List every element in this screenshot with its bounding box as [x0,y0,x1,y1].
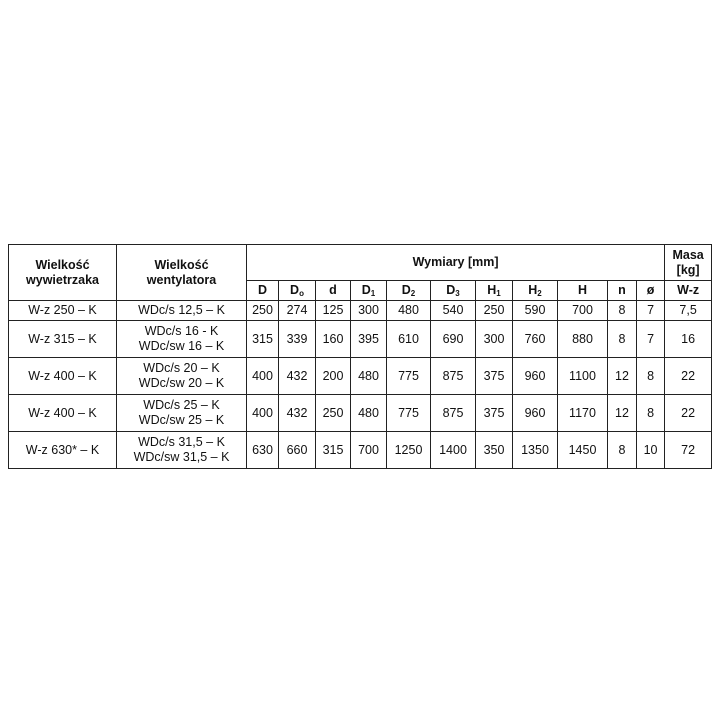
value-cell: 395 [351,321,387,358]
value-cell: 1250 [387,432,431,469]
value-cell: 12 [608,358,637,395]
value-cell: 1450 [558,432,608,469]
value-cell: 700 [351,432,387,469]
table-body [9,301,712,469]
subheader-symbol: n [618,283,626,297]
value-cell: 1400 [431,432,476,469]
value-cell: 7,5 [665,301,712,321]
fan-size-cell [117,395,247,432]
fan-size-cell [117,432,247,469]
value-cell: 200 [316,358,351,395]
value-cell: 1170 [558,395,608,432]
value-cell: 300 [476,321,513,358]
value-cell: 540 [431,301,476,321]
value-cell: 875 [431,395,476,432]
value-cell: 400 [247,358,279,395]
value-cell: 375 [476,395,513,432]
value-cell: 960 [513,358,558,395]
value-cell: 315 [247,321,279,358]
subheader-symbol: D [446,283,456,297]
subheader-symbol: D [257,283,268,297]
header-mass: Masa [kg] [665,245,712,281]
value-cell: 350 [476,432,513,469]
value-cell: 8 [608,321,637,358]
value-cell: 8 [637,358,665,395]
fan-size-cell-text: WDc/s 31,5 – K WDc/sw 31,5 – K [133,435,230,464]
value-cell: 72 [665,432,712,469]
table-row [9,358,712,395]
value-cell: 880 [558,321,608,358]
subheader-cell [665,281,712,301]
vent-size-cell: W-z 630* – K [9,432,117,469]
table-row [9,395,712,432]
subheader-symbol: d [329,283,337,297]
subheader-cell [431,281,476,301]
fan-size-cell [117,301,247,321]
value-cell: 1350 [513,432,558,469]
value-cell: 125 [316,301,351,321]
value-cell: 250 [476,301,513,321]
subheader-symbol: H [577,283,588,297]
value-cell: 432 [279,395,316,432]
subheader-subscript: 1 [370,289,376,298]
spec-table [8,244,712,469]
value-cell: 480 [351,395,387,432]
subheader-cell [558,281,608,301]
subheader-symbol: H [487,283,497,297]
header-vent-size: Wielkość wywietrzaka [9,245,117,301]
value-cell: 775 [387,358,431,395]
value-cell: 160 [316,321,351,358]
value-cell: 339 [279,321,316,358]
value-cell: 315 [316,432,351,469]
vent-size-cell: W-z 400 – K [9,358,117,395]
fan-size-cell [117,321,247,358]
value-cell: 274 [279,301,316,321]
value-cell: 8 [608,432,637,469]
value-cell: 7 [637,301,665,321]
fan-size-cell-text: WDc/s 16 - K WDc/sw 16 – K [138,324,225,353]
subheader-cell [513,281,558,301]
subheader-subscript: 3 [455,289,460,298]
value-cell: 400 [247,395,279,432]
subheader-subscript: 1 [496,289,501,298]
value-cell: 375 [476,358,513,395]
header-dimensions: Wymiary [mm] [247,245,665,281]
value-cell: 775 [387,395,431,432]
subheader-symbol: D [290,283,300,297]
value-cell: 8 [608,301,637,321]
value-cell: 590 [513,301,558,321]
value-cell: 7 [637,321,665,358]
value-cell: 630 [247,432,279,469]
fan-size-cell-text: WDc/s 12,5 – K [138,303,225,317]
subheader-cell [316,281,351,301]
subheader-cell [387,281,431,301]
value-cell: 480 [351,358,387,395]
vent-size-cell: W-z 315 – K [9,321,117,358]
value-cell: 10 [637,432,665,469]
vent-size-cell: W-z 250 – K [9,301,117,321]
value-cell: 16 [665,321,712,358]
subheader-cell [247,281,279,301]
subheader-symbol: D [401,283,411,297]
value-cell: 660 [279,432,316,469]
table-row [9,321,712,358]
subheader-subscript: 2 [537,289,542,298]
value-cell: 875 [431,358,476,395]
value-cell: 480 [387,301,431,321]
value-cell: 12 [608,395,637,432]
fan-size-cell-text: WDc/s 20 – K WDc/sw 20 – K [138,361,225,390]
value-cell: 690 [431,321,476,358]
subheader-cell [476,281,513,301]
value-cell: 960 [513,395,558,432]
subheader-symbol: ø [646,283,655,297]
subheader-cell [351,281,387,301]
value-cell: 250 [247,301,279,321]
value-cell: 22 [665,395,712,432]
value-cell: 1100 [558,358,608,395]
subheader-symbol: H [528,283,538,297]
subheader-cell [279,281,316,301]
subheader-cell [637,281,665,301]
subheader-symbol: D [361,283,371,297]
value-cell: 250 [316,395,351,432]
table-row [9,301,712,321]
spec-table-container [8,244,711,469]
value-cell: 760 [513,321,558,358]
value-cell: 610 [387,321,431,358]
fan-size-cell [117,358,247,395]
subheader-cell [608,281,637,301]
subheader-subscript: 2 [410,289,416,298]
fan-size-cell-text: WDc/s 25 – K WDc/sw 25 – K [138,398,225,427]
value-cell: 22 [665,358,712,395]
value-cell: 700 [558,301,608,321]
value-cell: 300 [351,301,387,321]
subheader-subscript: o [299,289,304,298]
header-fan-size: Wielkość wentylatora [117,245,247,301]
vent-size-cell: W-z 400 – K [9,395,117,432]
value-cell: 8 [637,395,665,432]
value-cell: 432 [279,358,316,395]
subheader-symbol: W-z [677,283,700,297]
table-row [9,432,712,469]
